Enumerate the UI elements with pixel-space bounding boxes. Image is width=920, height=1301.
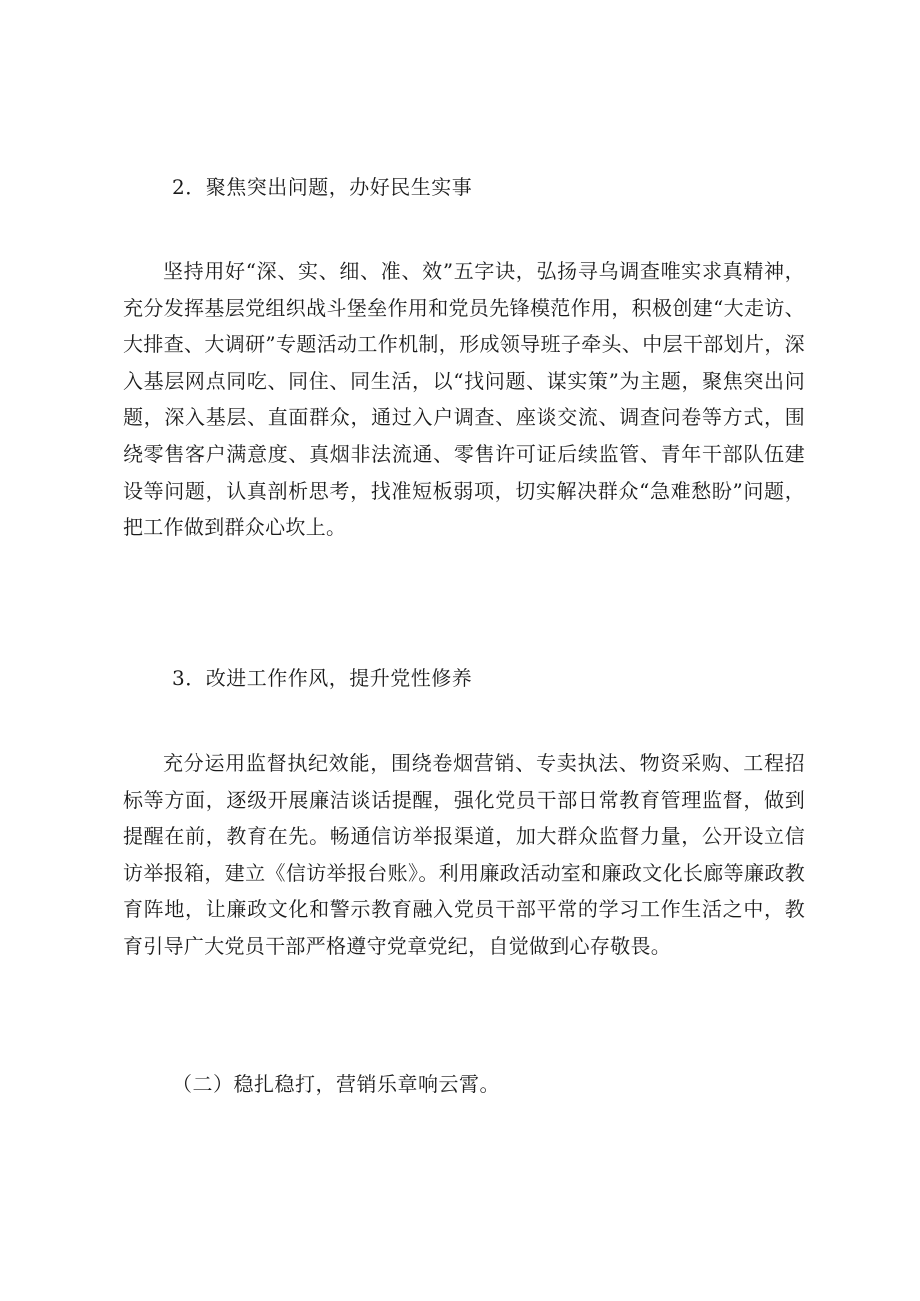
section-3-heading: 3．改进工作作风，提升党性修养 <box>172 666 473 690</box>
section-2-heading: 2．聚焦突出问题，办好民生实事 <box>172 175 473 199</box>
section-2-paragraph: 坚持用好“深、实、细、准、效”五字诀，弘扬寻乌调查唯实求真精神，充分发挥基层党组织战斗堡垒作用和党员先锋模范作用，积极创建“大走访、大排查、大调研”专题活动工作机制，形成领导班子牵头、中层干部划片，深入基层网点同吃、同住、同生活，以“找问题、谋实策”为主题，聚焦突出问题，深入基层、直面群众，通过入户调查、座谈交流、调查问卷等方式，围绕零售客户满意度、真烟非法流通、零售许可证后续监管、青年干部队伍建设等问题，认真剖析思考，找准短板弱项，切实解决群众“急难愁盼”问题，把工作做到群众心坎上。 <box>123 259 805 540</box>
section-3-paragraph: 充分运用监督执纪效能，围绕卷烟营销、专卖执法、物资采购、工程招标等方面，逐级开展廉洁谈话提醒，强化党员干部日常教育管理监督，做到提醒在前，教育在先。畅通信访举报渠道，加大群众监督力量，公开设立信访举报箱，建立《信访举报台账》。利用廉政活动室和廉政文化长廊等廉政教育阵地，让廉政文化和警示教育融入党员干部平常的学习工作生活之中，教育引导广大党员干部严格遵守党章党纪，自觉做到心存敬畏。 <box>123 751 805 958</box>
subsection-heading: （二）稳扎稳打，营销乐章响云霄。 <box>172 1072 500 1096</box>
